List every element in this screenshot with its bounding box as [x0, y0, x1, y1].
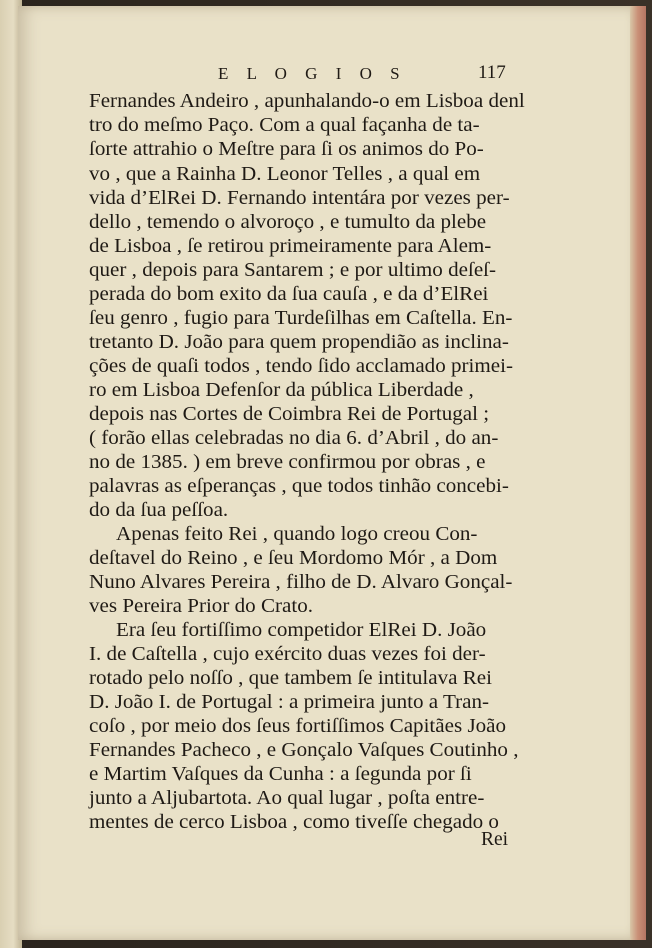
- running-title: E L O G I O S: [218, 64, 407, 83]
- text-line: perada do bom exito da ſua cauſa , e da d’ElRei: [89, 284, 489, 305]
- catchword: Rei: [481, 829, 509, 850]
- text-line: ſorte attrahio o Meſtre para ſi os animos do Po-: [89, 139, 484, 160]
- text-line: ro em Lisboa Defenſor da pública Liberdade ,: [89, 380, 474, 401]
- text-line: palavras as eſperanças , que todos tinhão concebi-: [89, 476, 509, 497]
- text-line: deſtavel do Reino , e ſeu Mordomo Mór , a Dom: [89, 548, 498, 569]
- text-line: ( forão ellas celebradas no dia 6. d’Abril , do an-: [89, 428, 499, 449]
- text-line: mentes de cerco Lisboa , como tiveſſe chegado o: [89, 812, 499, 833]
- text-line: vo , que a Rainha D. Leonor Telles , a qual em: [89, 164, 481, 185]
- text-line: Era ſeu fortiſſimo competidor ElRei D. João: [116, 620, 487, 641]
- text-line: vida d’ElRei D. Fernando intentára por vezes per-: [89, 188, 510, 209]
- text-line: e Martim Vaſques da Cunha : a ſegunda por ſi: [89, 764, 472, 785]
- text-line: tretanto D. João para quem propendião as inclina-: [89, 332, 509, 353]
- text-line: coſo , por meio dos ſeus fortiſſimos Capitães João: [89, 716, 507, 737]
- text-line: I. de Caſtella , cujo exército duas vezes foi der-: [89, 644, 486, 665]
- text-line: do da ſua peſſoa.: [89, 500, 229, 521]
- text-line: Nuno Alvares Pereira , filho de D. Alvaro Gonçal-: [89, 572, 513, 593]
- page-number: 117: [478, 62, 506, 83]
- text-line: no de 1385. ) em breve confirmou por obras , e: [89, 452, 486, 473]
- text-line: D. João I. de Portugal : a primeira junto a Tran-: [89, 692, 490, 713]
- text-line: rotado pelo noſſo , que tambem ſe intitulava Rei: [89, 668, 492, 689]
- text-line: ſeu genro , fugio para Turdeſilhas em Caſtella. En-: [89, 308, 513, 329]
- text-line: quer , depois para Santarem ; e por ultimo deſeſ-: [89, 260, 497, 281]
- text-line: junto a Aljubartota. Ao qual lugar , poſta entre-: [89, 788, 485, 809]
- text-line: Apenas feito Rei , quando logo creou Con-: [116, 524, 478, 545]
- text-line: tro do meſmo Paço. Com a qual façanha de ta-: [89, 115, 480, 136]
- right-page-edge: [630, 6, 646, 940]
- text-line: depois nas Cortes de Coimbra Rei de Portugal ;: [89, 404, 490, 425]
- text-line: ves Pereira Prior do Crato.: [89, 596, 314, 617]
- text-line: Fernandes Andeiro , apunhalando-o em Lisboa denl: [89, 91, 525, 112]
- text-line: ções de quaſi todos , tendo ſido acclamado primei-: [89, 356, 514, 377]
- text-line: dello , temendo o alvoroço , e tumulto da plebe: [89, 212, 487, 233]
- text-line: de Lisboa , ſe retirou primeiramente para Alem-: [89, 236, 492, 257]
- text-line: Fernandes Pacheco , e Gonçalo Vaſques Coutinho ,: [89, 740, 519, 761]
